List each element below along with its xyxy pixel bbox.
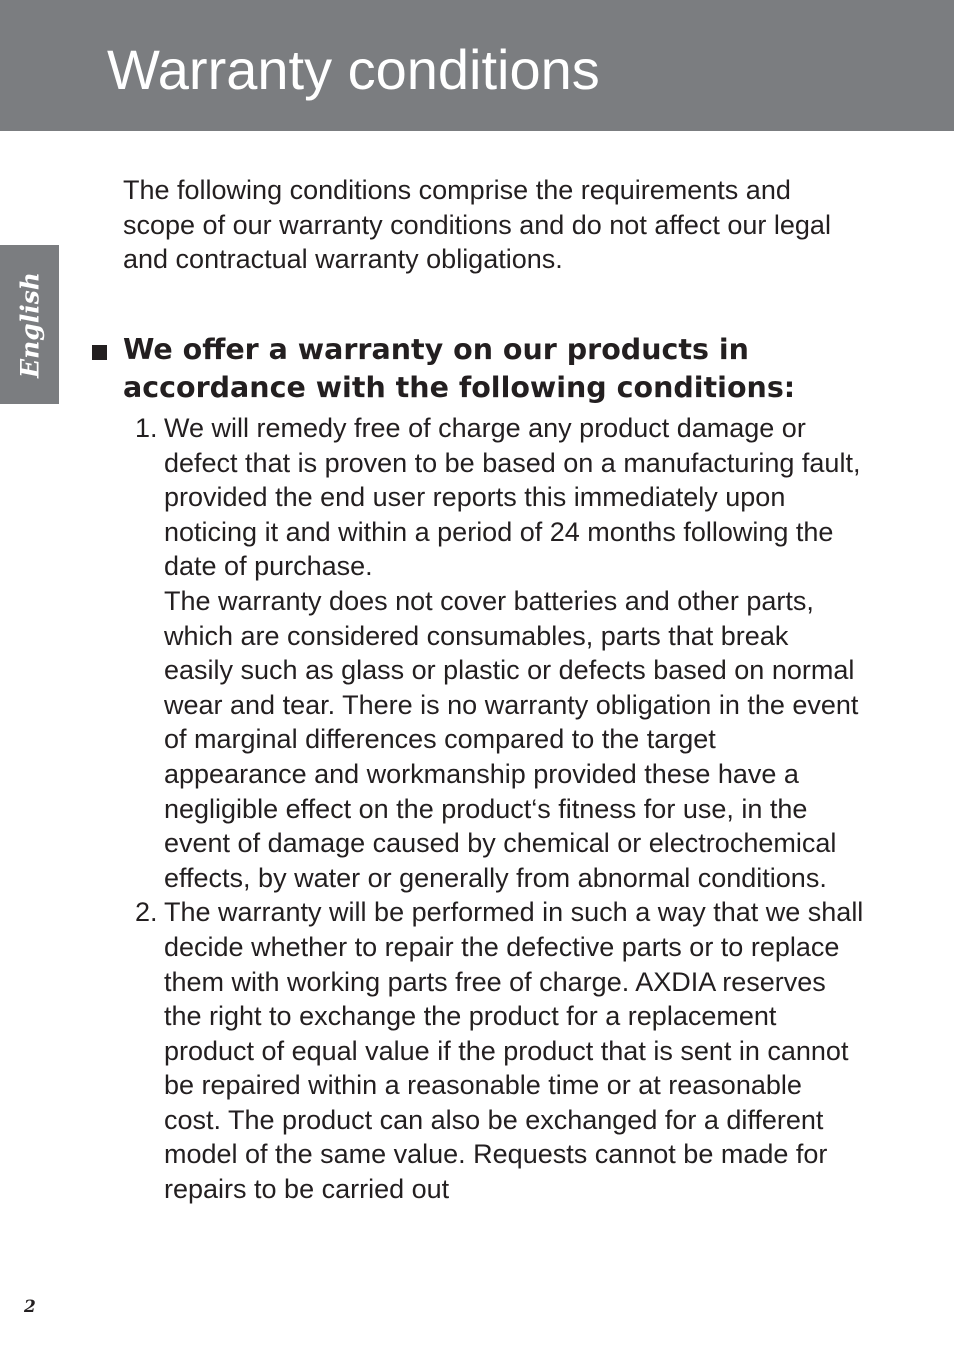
- section-heading-text: We offer a warranty on our products in accordance with the following conditions:: [123, 333, 796, 404]
- language-tab-label: English: [15, 271, 44, 378]
- condition-item-2: [0, 895, 954, 1206]
- condition-number: 2.: [135, 897, 158, 928]
- condition-paragraph: We will remedy free of charge any product damage or defect that is proven to be based on a manufacturing fault, provided the end user reports this immediately upon noticing it and within a period of 24 months following the date of purchase.: [164, 413, 861, 582]
- square-bullet-icon: [92, 345, 107, 360]
- conditions-list: [0, 411, 954, 1207]
- condition-number: 1.: [135, 413, 158, 443]
- section-heading: [92, 331, 892, 407]
- condition-paragraph: The warranty does not cover batteries and other parts, which are considered consumables, parts that break easily such as glass or plastic or defects based on normal wear and tear. There is no warranty obligation in the event of marginal differences compared to the target appearance and workmanship provided these have a negligible effect on the product‘s fitness for use, in the event of damage caused by chemical or electrochemical effects, by water or generally from abnormal conditions.: [164, 585, 859, 893]
- condition-paragraph: The warranty will be performed in such a way that we shall decide whether to repair the defective parts or to replace them with working parts free of charge. AXDIA reserves the right to exchange the product for a replacement product of equal value if the product that is sent in cannot be repaired within a reasonable time or at reasonable cost. The product can also be exchanged for a different model of the same value. Requests cannot be made for repairs to be carried out: [164, 897, 864, 1205]
- language-tab: [0, 245, 59, 404]
- condition-item-1: [0, 411, 954, 895]
- intro-paragraph: The following conditions comprise the requirements and scope of our warranty conditions and do not affect our legal and contractual warranty obligations.: [123, 175, 831, 275]
- header-band: [0, 0, 954, 131]
- page-number: 2: [24, 1297, 36, 1317]
- page-title: Warranty conditions: [107, 38, 600, 101]
